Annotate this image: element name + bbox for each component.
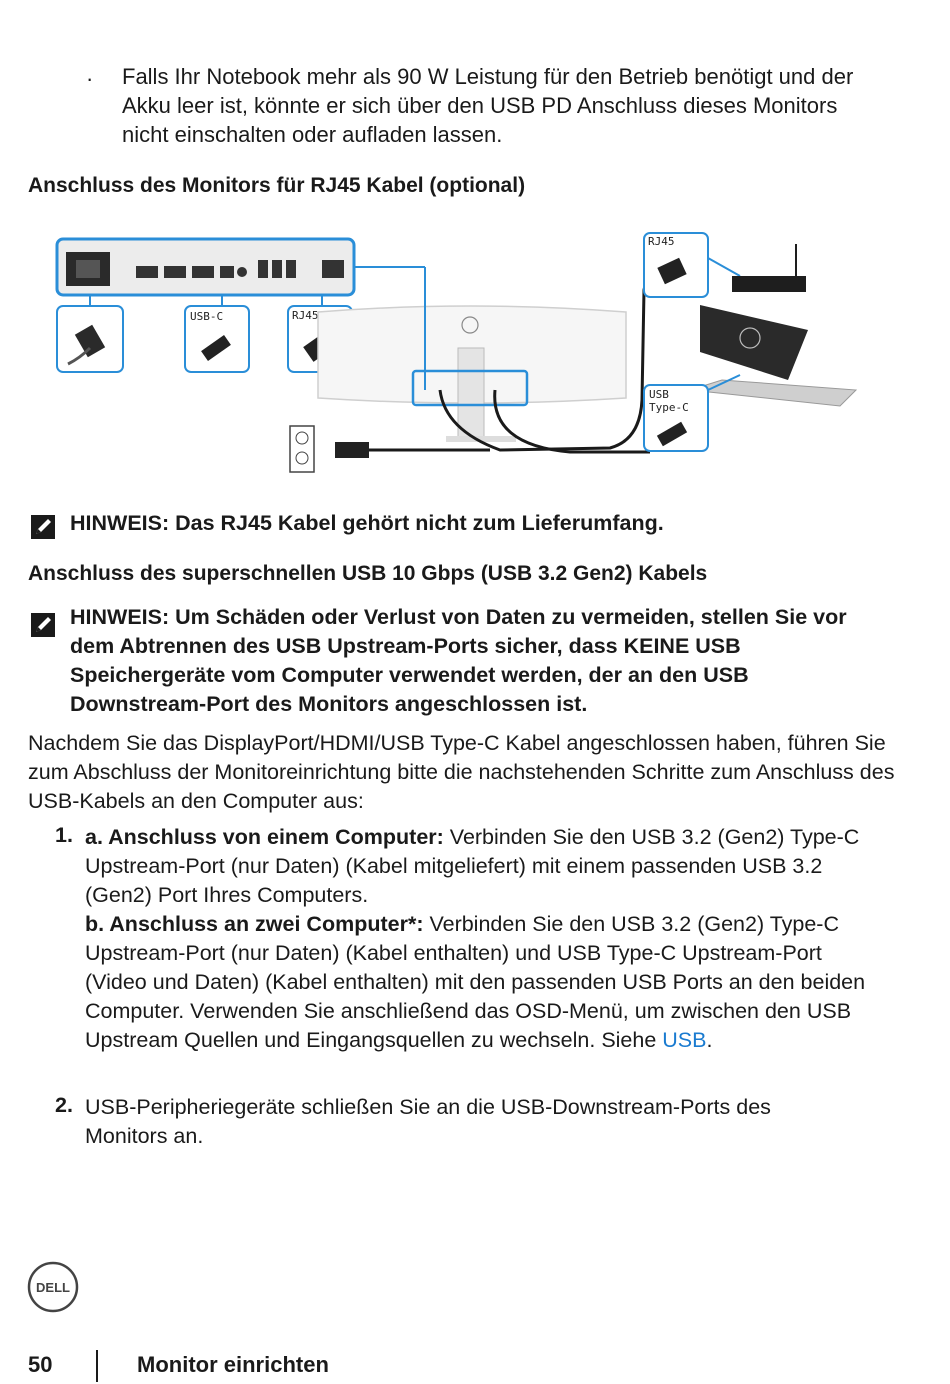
footer-divider [96,1350,98,1382]
usb-link[interactable]: USB [662,1028,707,1052]
step-1-number: 1. [55,823,73,847]
section-heading-rj45: Anschluss des Monitors für RJ45 Kabel (optional) [28,174,526,197]
page-number: 50 [28,1352,53,1377]
laptop [700,305,808,380]
router [732,276,806,292]
pencil-note-icon [30,612,56,638]
footer-title: Monitor einrichten [137,1352,329,1377]
usb-typec-label-2: Type-C [649,401,689,414]
dell-logo [26,1260,80,1314]
step-1a-text: Verbinden Sie den USB 3.2 (Gen2) Type-C Upstream-Port (nur Daten) (Kabel mitgeliefert) mit einem passenden USB 3.2 (Gen2) Port Ihres Computers. [85,825,860,907]
section-heading-usb: Anschluss des superschnellen USB 10 Gbps (USB 3.2 Gen2) Kabels [28,562,708,585]
rj45-right-label: RJ45 [648,235,675,248]
step-2-text: USB-Peripheriegeräte schließen Sie an die USB-Downstream-Ports des Monitors an. [85,1095,771,1148]
svg-text:DELL: DELL [36,1280,70,1295]
wall-outlet [290,426,314,472]
step-2-number: 2. [55,1093,73,1117]
intro-paragraph: Nachdem Sie das DisplayPort/HDMI/USB Type-C Kabel angeschlossen haben, führen Sie zum Abschluss der Monitoreinrichtung bitte die nachstehenden Schritte zum Anschluss des USB-Kabels an den Computer aus: [28,731,895,813]
bullet-marker: · [86,66,94,91]
pencil-note-icon [30,514,56,540]
rj45-left-label: RJ45 [292,309,319,322]
step-1a-label: a. Anschluss von einem Computer: [85,825,444,849]
usb-typec-label-1: USB [649,388,669,401]
note-rj45-not-included: HINWEIS: Das RJ45 Kabel gehört nicht zum Lieferumfang. [70,511,664,535]
step-1b-label: b. Anschluss an zwei Computer*: [85,912,424,936]
rj45-connection-diagram [50,230,910,480]
step-1b-end: . [706,1028,713,1052]
bullet-text: Falls Ihr Notebook mehr als 90 W Leistung für den Betrieb benötigt und der Akku leer ist, könnte er sich über den USB PD Anschluss dieses Monitors nicht einschalten oder aufladen lassen. [122,64,854,147]
note-usb-data-loss: HINWEIS: Um Schäden oder Verlust von Daten zu vermeiden, stellen Sie vor dem Abtrennen des USB Upstream-Ports sicher, dass KEINE USB Speichergeräte vom Computer verwendet werden, der an den USB Downstream-Port des Monitors angeschlossen ist. [70,605,847,716]
step-1-text [85,823,885,1055]
step-1b-text: Verbinden Sie den USB 3.2 (Gen2) Type-C Upstream-Port (nur Daten) (Kabel enthalten) und USB Type-C Upstream-Port (Video und Daten) (Kabel enthalten) mit den passenden USB Ports an den beiden Computer. Verwenden Sie anschließend das OSD-Menü, um zwischen den USB Upstream Quellen und Eingangsquellen zu wechseln. Siehe [85,912,866,1052]
usbc-label: USB-C [190,310,224,323]
